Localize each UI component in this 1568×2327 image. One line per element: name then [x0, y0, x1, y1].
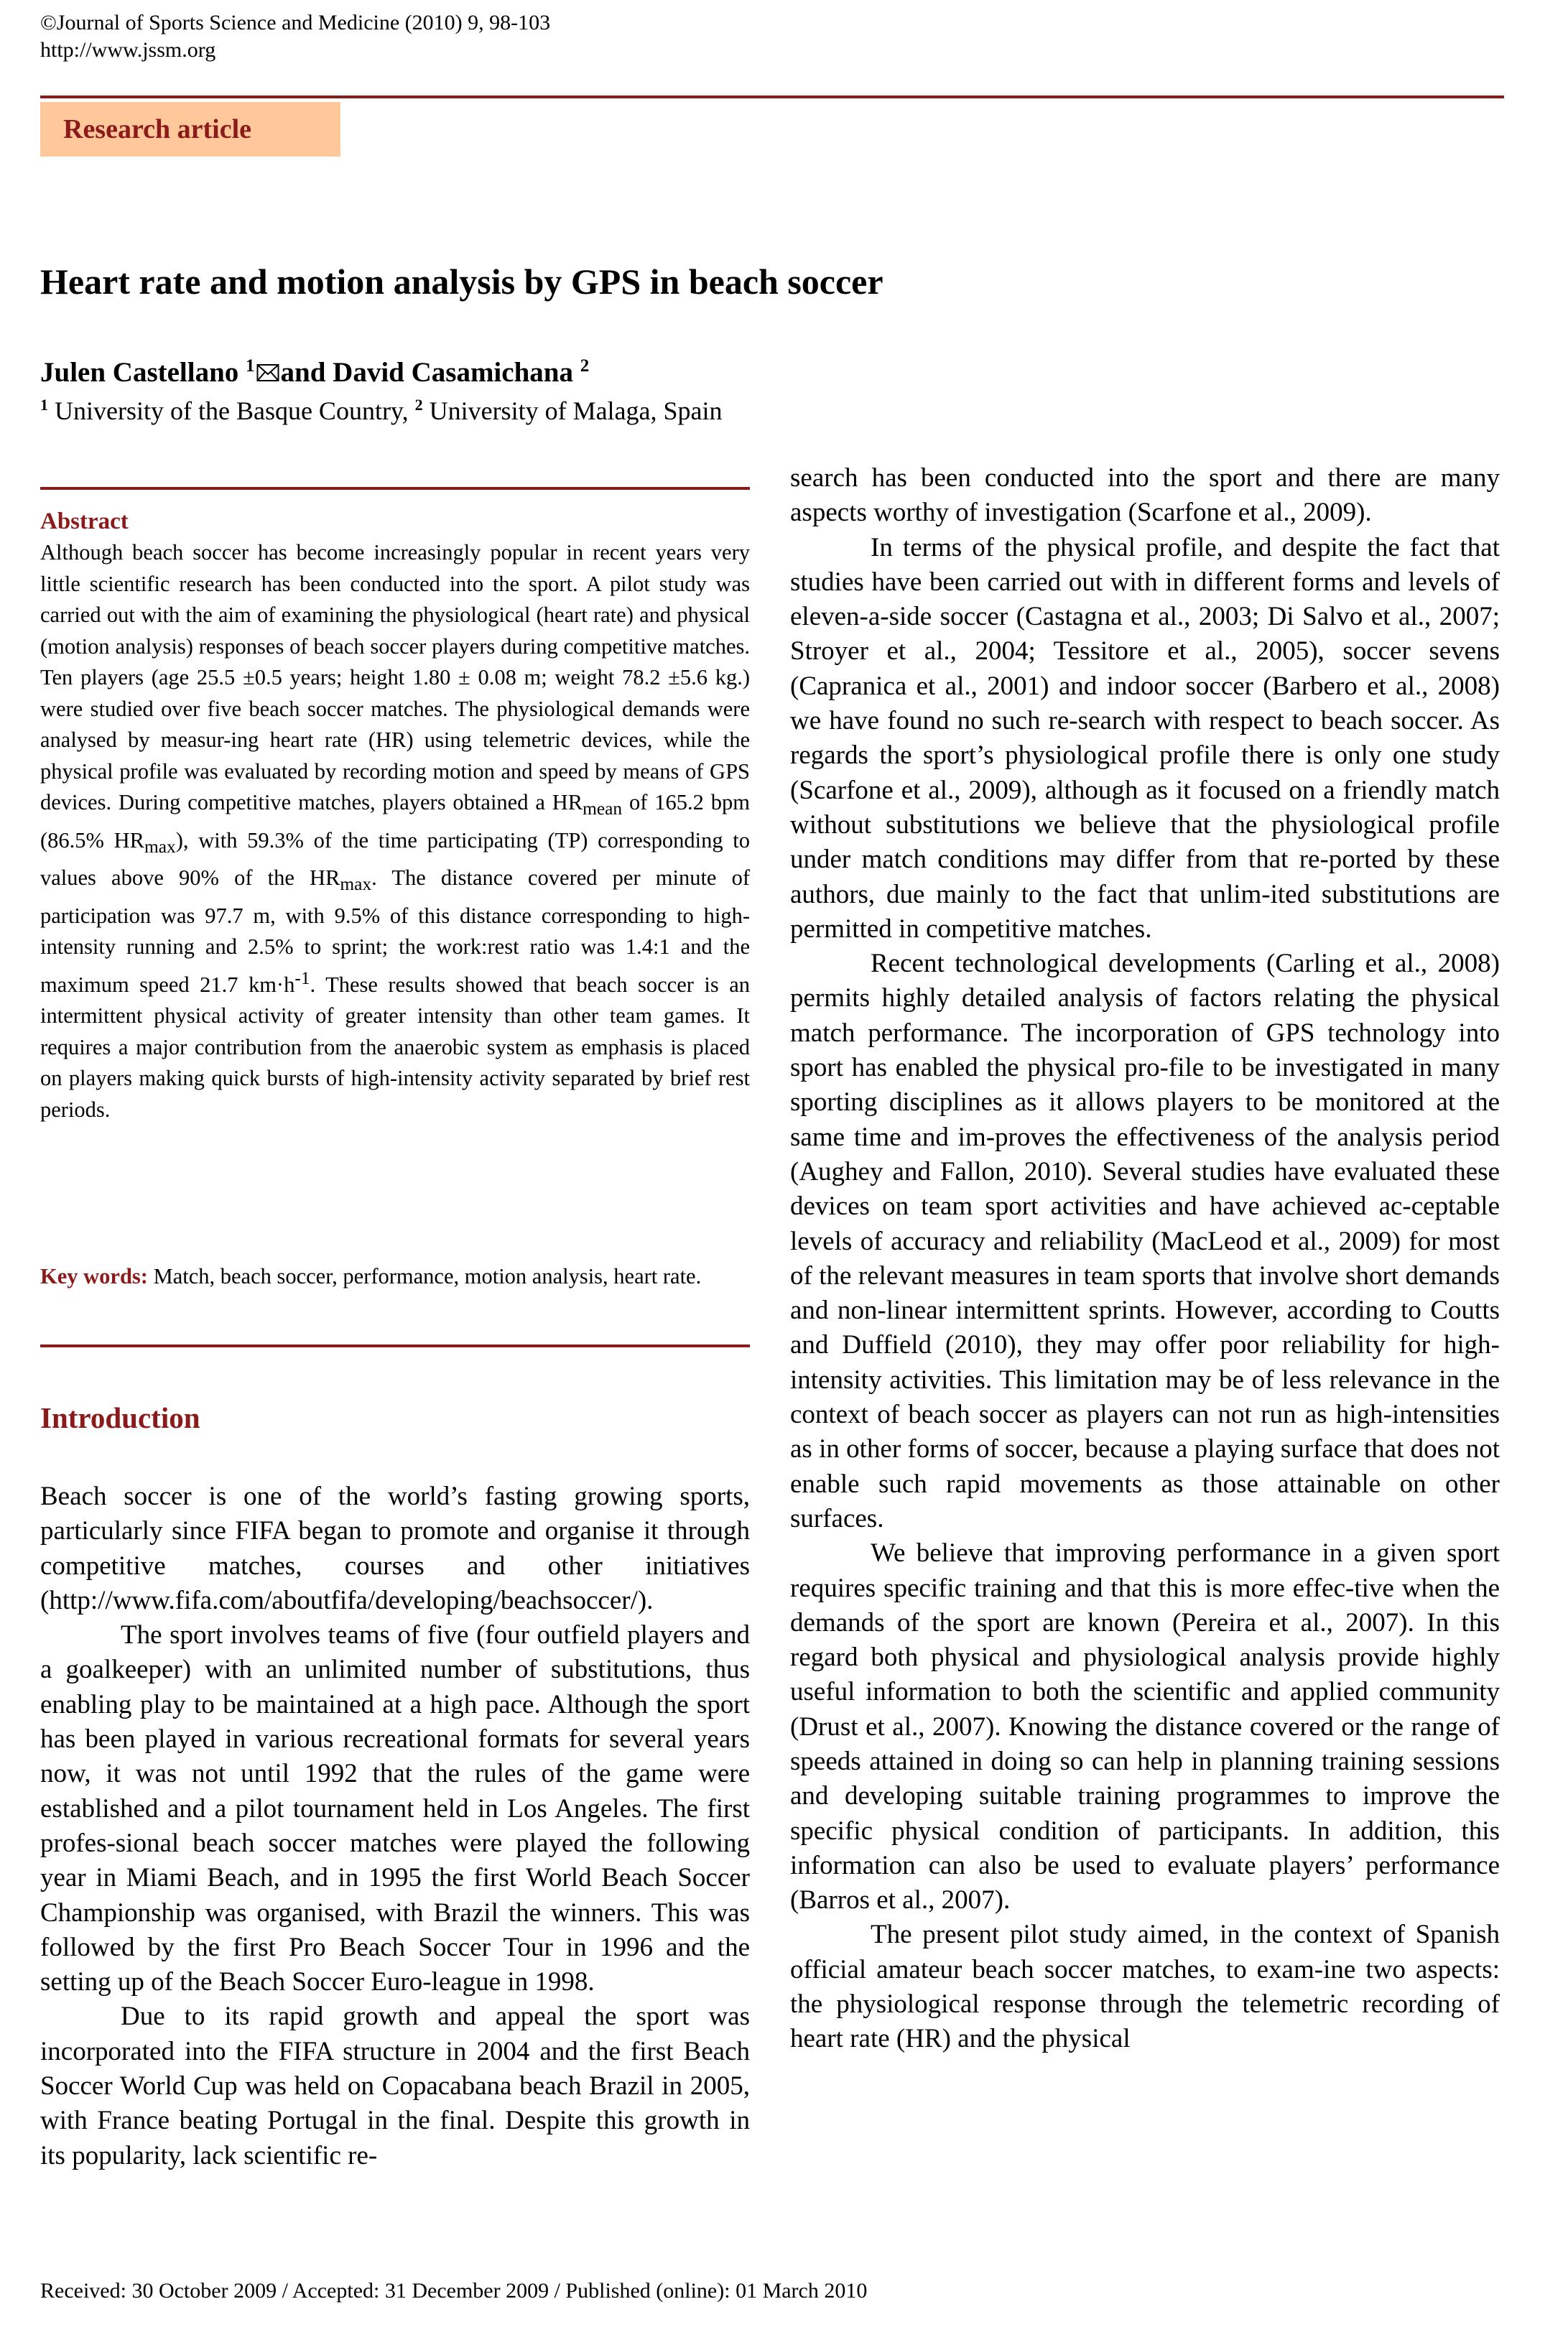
journal-info: ©Journal of Sports Science and Medicine (2010) 9, 98-103: [40, 11, 551, 34]
affil-mark-1: 1: [40, 396, 48, 414]
hr-max-subscript: max: [340, 874, 372, 895]
abstract-text-part: ), with 59.3% of the time participating (TP) corresponding to values above 90% of the HR: [40, 827, 750, 891]
author-name-1: Julen Castellano: [40, 357, 239, 388]
keywords: [40, 1261, 750, 1293]
introduction-heading: Introduction: [40, 1401, 200, 1434]
publication-dates: Received: 30 October 2009 / Accepted: 31 December 2009 / Published (online): 01 March 2010: [40, 2279, 868, 2303]
body-paragraph: The present pilot study aimed, in the context of Spanish official amateur beach soccer matches, to exam-ine two aspects: the physiological response through the telemetric recording of heart rate (HR) and the physical: [790, 1920, 1500, 2054]
author-affil-mark-1: 1: [246, 356, 255, 376]
hr-max-subscript: max: [144, 836, 176, 857]
affil-mark-2: 2: [414, 396, 423, 414]
keywords-label: Key words:: [40, 1264, 148, 1288]
body-paragraph: Due to its rapid growth and appeal the sport was incorporated into the FIFA structure in 2004 and the first Beach Soccer World Cup was held on Copacabana beach Brazil in 2005, with France beating Portugal in the final. Despite this growth in its popularity, lack scientific re-: [40, 2002, 750, 2170]
abstract-text-part: Although beach soccer has become increasingly popular in recent years very little scientific research has been conducted into the sport. A pilot study was carried out with the aim of examining the physiological (heart rate) and physical (motion analysis) responses of beach soccer players during competitive matches. Ten players (age 25.5 ±0.5 years; height 1.80 ± 0.08 m; weight 78.2 ±5.6 kg.) were studied over five beach soccer matches. The physiological demands were analysed by measur-ing heart rate (HR) using telemetric devices, while the physical profile was evaluated by recording motion and speed by means of GPS devices. During competitive matches, players obtained a HR: [40, 540, 750, 814]
body-paragraph: Beach soccer is one of the world’s fasting growing sports, particularly since FIFA began to promote and organise it through competitive matches, courses and other initiatives (http://www.fifa.com/aboutfifa/developing/beachsoccer/).: [40, 1482, 750, 1615]
body-paragraph: Recent technological developments (Carling et al., 2008) permits highly detailed analysis of factors relating the physical match performance. The incorporation of GPS technology into sport has enabled the physical pro-file to be investigated in many sporting disciplines as it allows players to be monitored at the same time and im-proves the effectiveness of the analysis period (Aughey and Fallon, 2010). Several studies have evaluated these devices on team sport activities and have achieved ac-ceptable levels of accuracy and reliability (MacLeod et al., 2009) for most of the relevant measures in team sports that involve short demands and non-linear intermittent sprints. However, according to Coutts and Duffield (2010), they may offer poor reliability for high-intensity activities. This limitation may be of less relevance in the context of beach soccer as players can not run as high-intensities as in other forms of soccer, because a playing surface that does not enable such rapid movements as those attainable on other surfaces.: [790, 949, 1500, 1533]
body-paragraph: We believe that improving performance in a given sport requires specific training and that this is more effec-tive when the demands of the sport are known (Pereira et al., 2007). In this regard both physical and physiological analysis provide highly useful information to both the scientific and applied community (Drust et al., 2007). Knowing the distance covered or the range of speeds attained in doing so can help in planning training sessions and developing suitable training programmes to improve the specific physical condition of participants. In addition, this information can also be used to evaluate players’ performance (Barros et al., 2007).: [790, 1538, 1500, 1915]
introduction-left-column: [40, 1480, 750, 2173]
journal-url: http://www.jssm.org: [40, 38, 216, 62]
abstract-heading: Abstract: [40, 508, 129, 534]
affiliation-1: University of the Basque Country,: [55, 396, 409, 425]
hr-mean-subscript: mean: [583, 799, 623, 819]
speed-unit-superscript: -1: [294, 967, 310, 988]
body-paragraph: The sport involves teams of five (four outfield players and a goalkeeper) with an unlimited number of substitutions, thus enabling play to be maintained at a high pace. Although the sport has been played in various recreational formats for several years now, it was not until 1992 that the rules of the game were established and a pilot tournament held in Los Angeles. The first profes-sional beach soccer matches were played the following year in Miami Beach, and in 1995 the first World Beach Soccer Championship was organised, with Brazil the winners. This was followed by the first Pro Beach Soccer Tour in 1996 and the setting up of the Beach Soccer Euro-league in 1998.: [40, 1620, 750, 1997]
abstract-body: [40, 537, 750, 1125]
author-affil-mark-2: 2: [580, 356, 590, 376]
author-name-2: and David Casamichana: [280, 357, 573, 388]
right-column: [790, 461, 1500, 2057]
abstract-bottom-divider: [40, 1344, 750, 1347]
paper-title: Heart rate and motion analysis by GPS in beach soccer: [40, 261, 883, 302]
author-list: [40, 349, 589, 392]
body-paragraph: In terms of the physical profile, and despite the fact that studies have been carried out with in different forms and levels of eleven-a-side soccer (Castagna et al., 2003; Di Salvo et al., 2007; Stroyer et al., 2004; Tessitore et al., 2005), soccer sevens (Capranica et al., 2001) and indoor soccer (Barbero et al., 2008) we have found no such re-search with respect to beach soccer. As regards the sport’s physiological profile there is only one study (Scarfone et al., 2009), although as it focused on a friendly match without substitutions we believe that the physiological profile under match conditions may differ from that re-ported by these authors, due mainly to the fact that unlim-ited substitutions are permitted in competitive matches.: [790, 532, 1500, 944]
abstract-text-part: of 165.2 bpm (86.5% HR: [40, 790, 750, 853]
header-divider: [40, 96, 1504, 98]
body-paragraph: search has been conducted into the sport and there are many aspects worthy of investigation (Scarfone et al., 2009).: [790, 463, 1500, 528]
mail-icon[interactable]: [256, 358, 279, 392]
article-type-label: Research article: [63, 114, 252, 144]
abstract-text-part: . The distance covered per minute of participation was 97.7 m, with 9.5% of this distance corresponding to high-intensity running and 2.5% to sprint; the work:rest ratio was 1.4:1 and the maximum speed 21.7 km·h: [40, 865, 751, 997]
abstract-text-part: . These results showed that beach soccer is an intermittent physical activity of greater intensity than other team games. It requires a major contribution from the anaerobic system as emphasis is placed on players making quick bursts of high-intensity activity separated by brief rest periods.: [40, 972, 751, 1122]
abstract-top-divider: [40, 487, 750, 490]
keywords-text: Match, beach soccer, performance, motion analysis, heart rate.: [147, 1264, 702, 1288]
affiliation-2: University of Malaga, Spain: [429, 396, 723, 425]
affiliations: [40, 389, 723, 427]
